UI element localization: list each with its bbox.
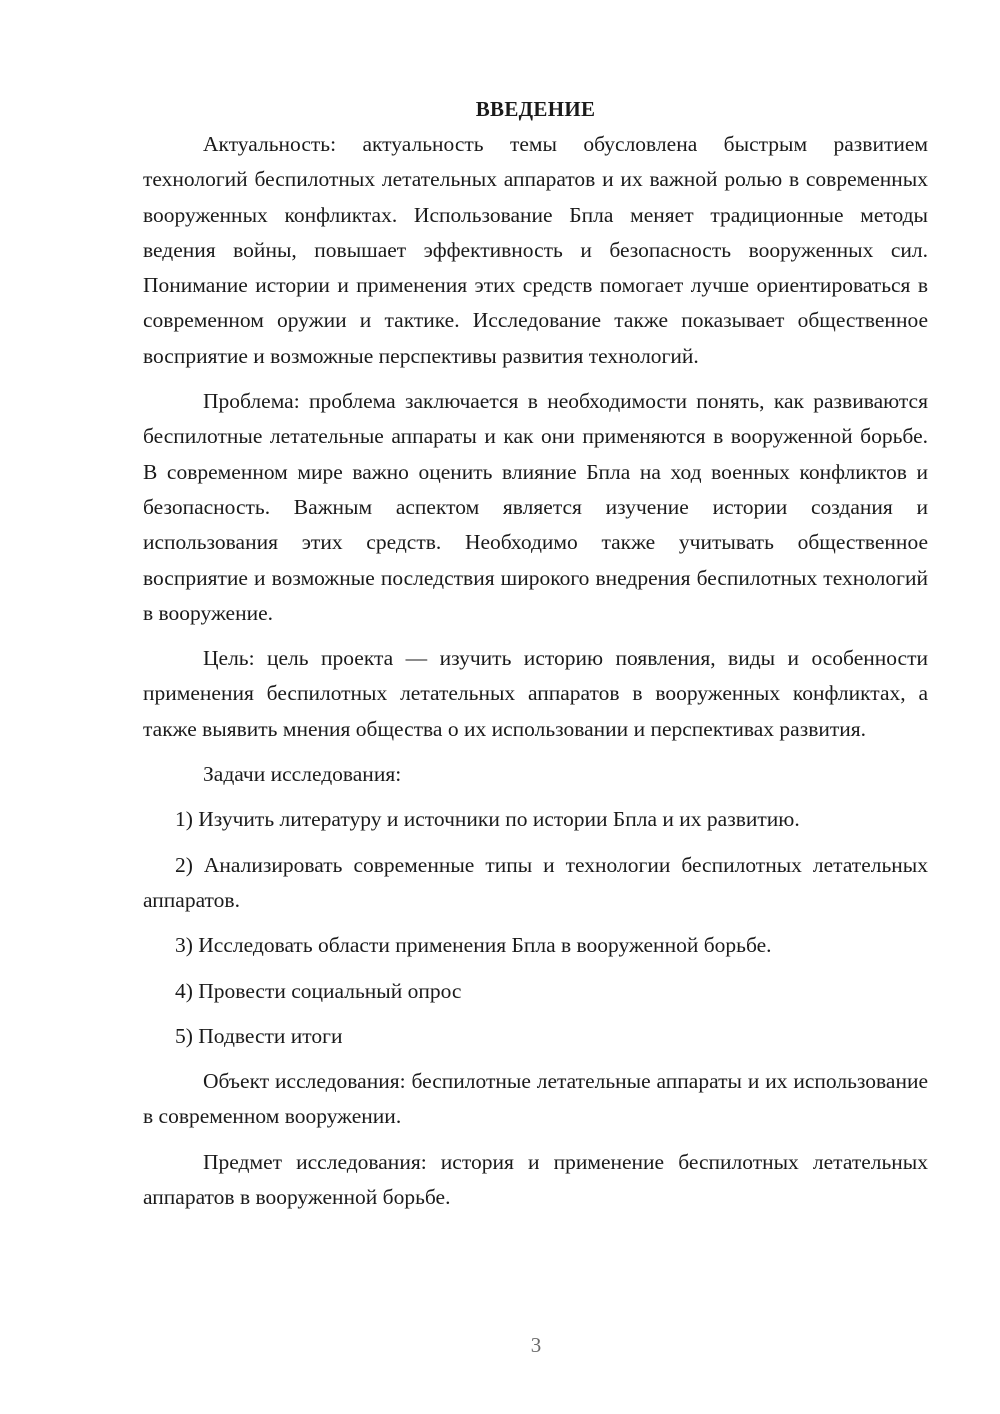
relevance-paragraph: Актуальность: актуальность темы обусловлена быстрым развитием технологий беспилотных летательных аппаратов и их важной ролью в современных вооруженных конфликтах. Использование Бпла меняет традиционные методы ведения войны, повышает эффективность и безопасность вооруженных сил. Понимание истории и применения этих средств помогает лучше ориентироваться в современном оружии и тактике. Исследование также показывает общественное восприятие и возможные перспективы развития технологий.: [143, 132, 928, 368]
task-item-4: 4) Провести социальный опрос: [175, 978, 462, 1003]
page-content: [143, 92, 928, 1215]
section-heading: ВВЕДЕНИЕ: [475, 97, 596, 121]
task-item-2: 2) Анализировать современные типы и технологии беспилотных летательных аппаратов.: [143, 852, 928, 912]
goal-paragraph: Цель: цель проекта — изучить историю появления, виды и особенности применения беспилотных летательных аппаратов в вооруженных конфликтах, а также выявить мнения общества о их использовании и перспективах развития.: [143, 646, 928, 741]
problem-paragraph: Проблема: проблема заключается в необходимости понять, как развиваются беспилотные летательные аппараты и как они применяются в вооруженной борьбе. В современном мире важно оценить влияние Бпла на ход военных конфликтов и безопасность. Важным аспектом является изучение истории создания и использования этих средств. Необходимо также учитывать общественное восприятие и возможные последствия широкого внедрения беспилотных технологий в вооружение.: [143, 389, 928, 625]
object-paragraph: Объект исследования: беспилотные летательные аппараты и их использование в современном вооружении.: [143, 1069, 928, 1129]
task-item-3: 3) Исследовать области применения Бпла в вооруженной борьбе.: [175, 933, 772, 958]
tasks-heading: Задачи исследования:: [203, 762, 402, 787]
task-item-5: 5) Подвести итоги: [175, 1023, 343, 1048]
task-item-1: 1) Изучить литературу и источники по истории Бпла и их развитию.: [175, 807, 800, 832]
subject-paragraph: Предмет исследования: история и применение беспилотных летательных аппаратов в вооруженной борьбе.: [143, 1149, 928, 1210]
page-number: 3: [530, 1333, 542, 1357]
